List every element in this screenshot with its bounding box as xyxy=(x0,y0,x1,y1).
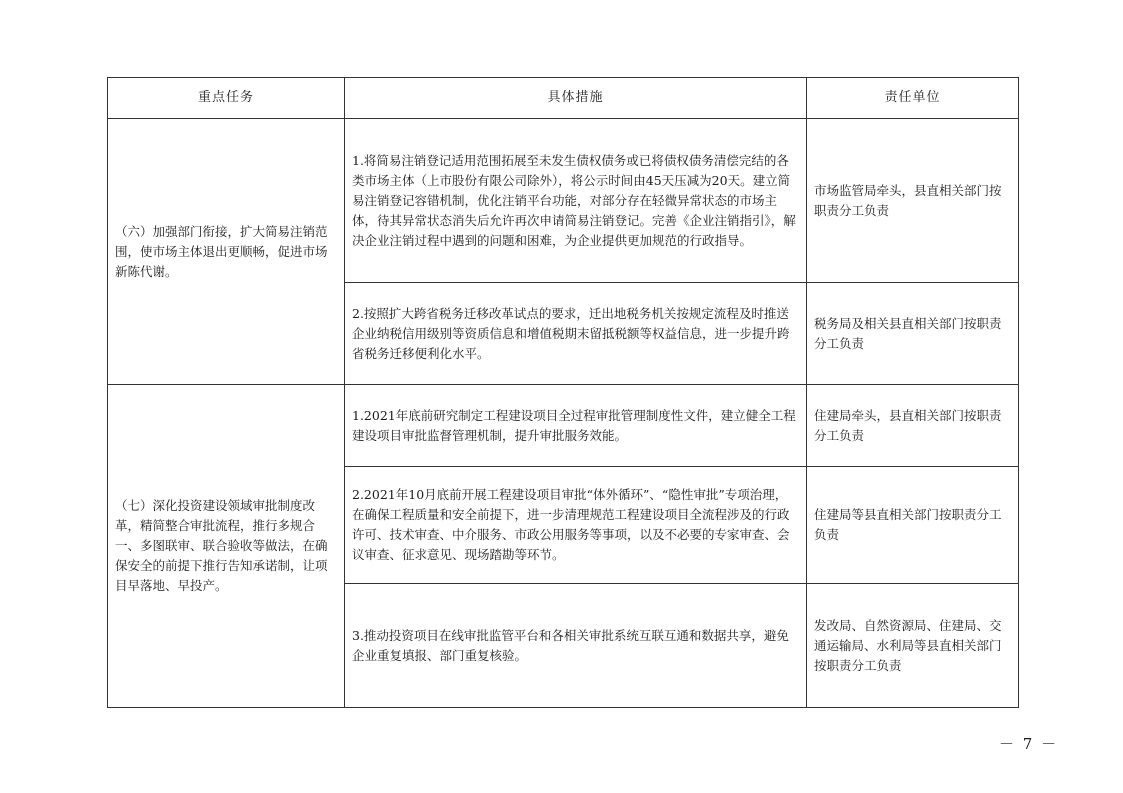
unit-cell: 发改局、自然资源局、住建局、交通运输局、水利局等县直相关部门按职责分工负责 xyxy=(807,584,1019,708)
table-row xyxy=(108,385,1019,467)
header-responsible-unit: 责任单位 xyxy=(807,78,1019,119)
measure-cell: 2.2021年10月底前开展工程建设项目审批“体外循环”、“隐性审批”专项治理，在确保工程质量和安全前提下，进一步清理规范工程建设项目全流程涉及的行政许可、技术审查、中介服务、市政公用服务等事项，以及不必要的专家审查、会议审查、征求意见、现场踏勘等环节。 xyxy=(345,467,807,584)
measure-cell: 1.将简易注销登记适用范围拓展至未发生债权债务或已将债权债务清偿完结的各类市场主体（上市股份有限公司除外），将公示时间由45天压减为20天。建立简易注销登记容错机制，优化注销平台功能，对部分存在轻微异常状态的市场主体，待其异常状态消失后允许再次申请简易注销登记。完善《企业注销指引》，解决企业注销过程中遇到的问题和困难，为企业提供更加规范的行政指导。 xyxy=(345,119,807,283)
unit-cell: 住建局牵头，县直相关部门按职责分工负责 xyxy=(807,385,1019,467)
measure-cell: 2.按照扩大跨省税务迁移改革试点的要求，迁出地税务机关按规定流程及时推送企业纳税信用级别等资质信息和增值税期末留抵税额等权益信息，进一步提升跨省税务迁移便利化水平。 xyxy=(345,283,807,385)
task-cell-7: （七）深化投资建设领域审批制度改革，精简整合审批流程，推行多规合一、多图联审、联合验收等做法，在确保安全的前提下推行告知承诺制，让项目早落地、早投产。 xyxy=(108,385,345,708)
measure-cell: 3.推动投资项目在线审批监管平台和各相关审批系统互联互通和数据共享，避免企业重复填报、部门重复核验。 xyxy=(345,584,807,708)
table-row xyxy=(108,119,1019,283)
table-header-row xyxy=(108,78,1019,119)
task-cell-6: （六）加强部门衔接，扩大简易注销范围，使市场主体退出更顺畅，促进市场新陈代谢。 xyxy=(108,119,345,385)
unit-cell: 税务局及相关县直相关部门按职责分工负责 xyxy=(807,283,1019,385)
page-number: － 7 － xyxy=(999,735,1059,753)
unit-cell: 住建局等县直相关部门按职责分工负责 xyxy=(807,467,1019,584)
unit-cell: 市场监管局牵头，县直相关部门按职责分工负责 xyxy=(807,119,1019,283)
header-key-task: 重点任务 xyxy=(108,78,345,119)
key-tasks-table xyxy=(107,77,1019,708)
measure-cell: 1.2021年底前研究制定工程建设项目全过程审批管理制度性文件，建立健全工程建设项目审批监督管理机制，提升审批服务效能。 xyxy=(345,385,807,467)
header-specific-measures: 具体措施 xyxy=(345,78,807,119)
